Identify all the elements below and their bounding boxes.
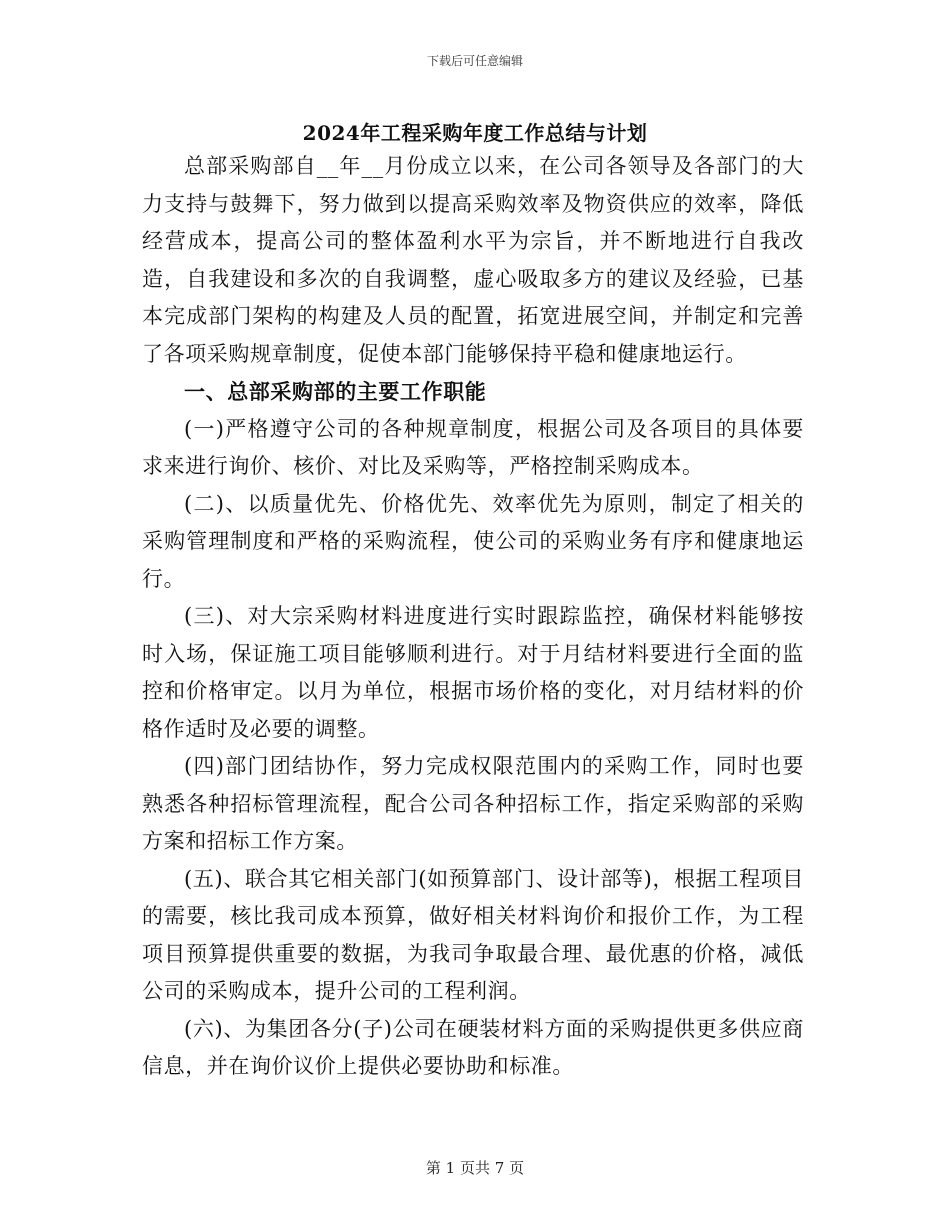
duty-item-2: (二)、以质量优先、价格优先、效率优先为原则，制定了相关的采购管理制度和严格的采购流程，使公司的采购业务有序和健康地运行。 xyxy=(142,491,804,591)
duty-item-1: (一)严格遵守公司的各种规章制度，根据公司及各项目的具体要求来进行询价、核价、对比及采购等，严格控制采购成本。 xyxy=(142,416,804,478)
duty-item-5: (五)、联合其它相关部门(如预算部门、设计部等)，根据工程项目的需要，核比我司成本预算，做好相关材料询价和报价工作，为工程项目预算提供重要的数据，为我司争取最合理、最优惠的价格，减低公司的采购成本，提升公司的工程利润。 xyxy=(142,866,804,1003)
duty-item-3: (三)、对大宗采购材料进度进行实时跟踪监控，确保材料能够按时入场，保证施工项目能够顺利进行。对于月结材料要进行全面的监控和价格审定。以月为单位，根据市场价格的变化，对月结材料的价格作适时及必要的调整。 xyxy=(142,604,804,741)
document-title: 2024年工程采购年度工作总结与计划 xyxy=(302,121,648,145)
document-body xyxy=(142,148,804,1086)
section-heading: 一、总部采购部的主要工作职能 xyxy=(184,379,487,404)
duty-item-6: (六)、为集团各分(子)公司在硬装材料方面的采购提供更多供应商信息，并在询价议价上提供必要协助和标准。 xyxy=(142,1016,804,1078)
page-number: 第 1 页共 7 页 xyxy=(425,1159,525,1177)
intro-paragraph: 总部采购部自__年__月份成立以来，在公司各领导及各部门的大力支持与鼓舞下，努力做到以提高采购效率及物资供应的效率，降低经营成本，提高公司的整体盈利水平为宗旨，并不断地进行自我改造，自我建设和多次的自我调整，虚心吸取多方的建议及经验，已基本完成部门架构的构建及人员的配置，拓宽进展空间，并制定和完善了各项采购规章制度，促使本部门能够保持平稳和健康地运行。 xyxy=(142,154,804,366)
duty-item-4: (四)部门团结协作，努力完成权限范围内的采购工作，同时也要熟悉各种招标管理流程，配合公司各种招标工作，指定采购部的采购方案和招标工作方案。 xyxy=(142,754,804,853)
page-header-note: 下载后可任意编辑 xyxy=(426,54,523,68)
